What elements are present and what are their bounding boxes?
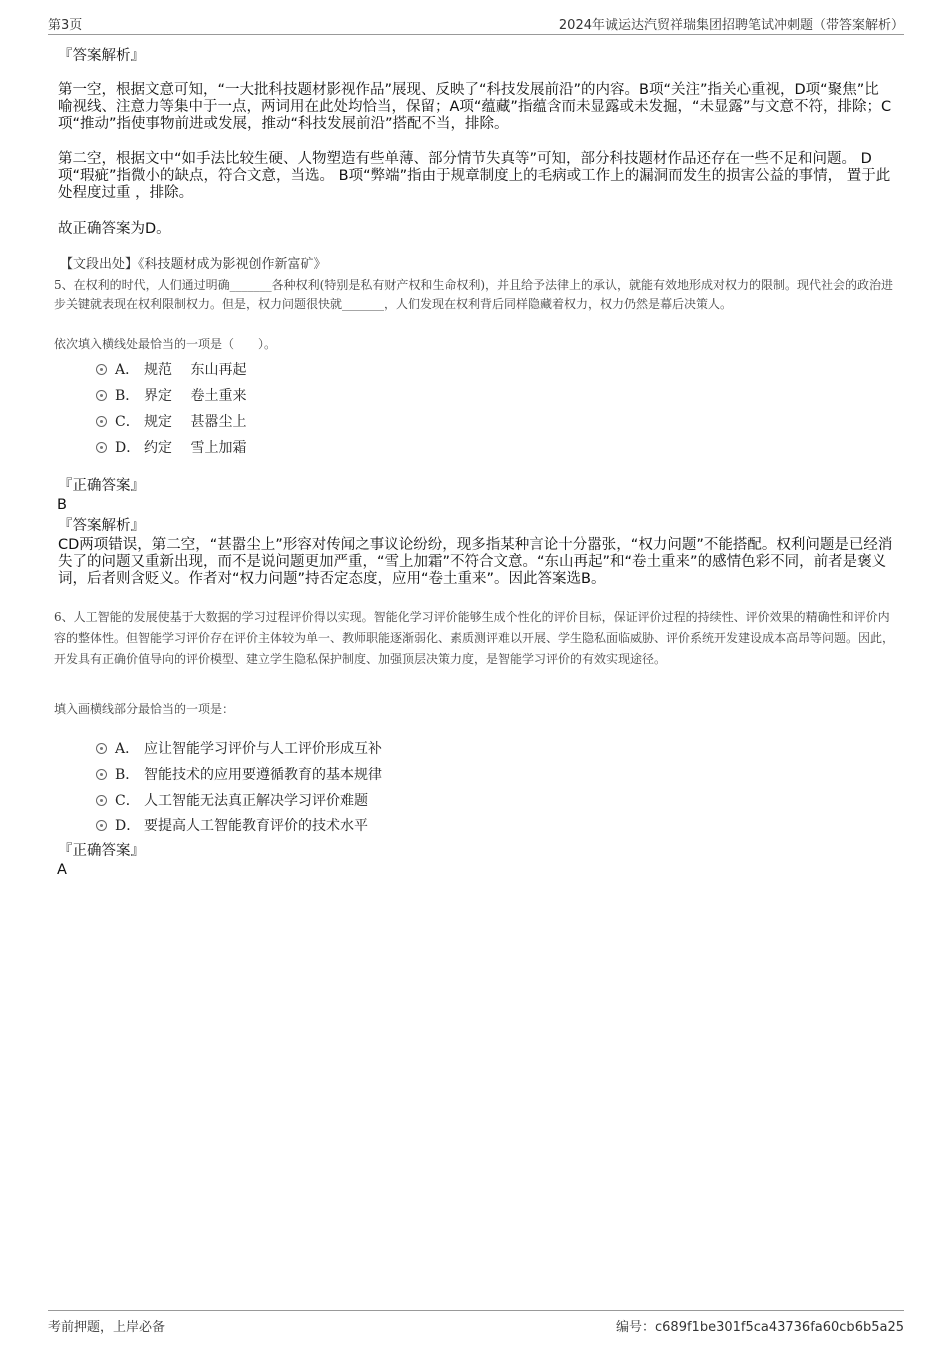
radio-button-icon[interactable] (96, 820, 107, 831)
footer-slogan: 考前押题，上岸必备 (48, 1320, 166, 1335)
option-letter: A． (115, 362, 140, 378)
option-text: 智能技术的应用要遵循教育的基本规律 (144, 767, 382, 783)
document-title: 2024年诚运达汽贸祥瑞集团招聘笔试冲刺题（带答案解析） (558, 18, 904, 33)
analysis-paragraph-2: 第二空，根据文中“如手法比较生硬、人物塑造有些单薄、部分情节失真等”可知，部分科技题材作品还存在一些不足和问题。 D项“瑕疵”指微小的缺点，符合文意，当选。 B项“弊端”指由于规章制度上的毛病或工作上的漏洞而发生的损害公益的事情， 置于此处程度过重 ，排除。 (58, 151, 891, 201)
option-letter: A． (115, 741, 140, 757)
option-text: 要提高人工智能教育评价的技术水平 (144, 818, 368, 834)
radio-button-icon[interactable] (96, 743, 107, 754)
option-letter: B． (115, 388, 140, 404)
page-number: 第3页 (48, 18, 83, 33)
correct-answer-heading: 『正确答案』 (58, 478, 145, 494)
option-text: 约定 雪上加霜 (144, 440, 247, 456)
option-text: 界定 卷土重来 (144, 388, 247, 404)
page-header (48, 12, 904, 35)
page-footer (48, 1310, 904, 1339)
option-letter: C． (115, 414, 140, 430)
answer-analysis-heading: 『答案解析』 (58, 518, 145, 534)
option-text: 人工智能无法真正解决学习评价难题 (144, 793, 368, 809)
answer-analysis-heading: 『答案解析』 (58, 48, 145, 64)
correct-answer-heading: 『正确答案』 (58, 843, 145, 859)
option-letter: D． (115, 440, 141, 456)
correct-answer-value: A (57, 862, 67, 878)
radio-button-icon[interactable] (96, 442, 107, 453)
radio-button-icon[interactable] (96, 364, 107, 375)
analysis-paragraph-1: 第一空，根据文意可知，“一大批科技题材影视作品”展现、反映了“科技发展前沿”的内容。B项“关注”指关心重视，D项“聚焦”比喻视线、注意力等集中于一点，两词用在此处均恰当，保留；A项“蕴藏”指蕴含而未显露或未发掘，“未显露”与文意不符，排除；C项“推动”指使事物前进或发展，推动“科技发展前沿”搭配不当，排除。 (58, 82, 892, 132)
radio-button-icon[interactable] (96, 390, 107, 401)
option-letter: B． (115, 767, 140, 783)
option-letter: C． (115, 793, 140, 809)
correct-answer-value: B (57, 497, 67, 513)
option-text: 规范 东山再起 (144, 362, 247, 378)
question-5-text: 5、在权利的时代，人们通过明确_______各种权利(特别是私有财产权和生命权利)，并且给予法律上的承认，就能有效地形成对权力的限制。现代社会的政治进步关键就表现在权利限制权力。但是，权力问题很快就_______，人们发现在权利背后同样隐藏着权力，权力仍然是幕后决策人。 (54, 278, 894, 311)
option-letter: D． (115, 818, 141, 834)
option-text: 规定 甚嚣尘上 (144, 414, 247, 430)
question-6-prompt: 填入画横线部分最恰当的一项是： (54, 702, 235, 716)
document-code: 编号：c689f1be301f5ca43736fa60cb6b5a25 (616, 1320, 904, 1335)
passage-source: 【文段出处】《科技题材成为影视创作新富矿》 (60, 257, 327, 272)
answer-analysis-text: CD两项错误，第二空，“甚嚣尘上”形容对传闻之事议论纷纷，现多指某种言论十分嚣张，“权力问题”不能搭配。权利问题是已经消失了的问题又重新出现，而不是说问题更加严重，“雪上加霜”不符合文意。“东山再起”和“卷土重来”的感情色彩不同，前者是褒义词，后者则含贬义。作者对“权力问题”持否定态度，应用“卷土重来”。因此答案选B。 (58, 537, 893, 587)
radio-button-icon[interactable] (96, 416, 107, 427)
question-6-text: 6、人工智能的发展使基于大数据的学习过程评价得以实现。智能化学习评价能够生成个性化的评价目标，保证评价过程的持续性、评价效果的精确性和评价内容的整体性。但智能学习评价存在评价主体较为单一、教师职能逐渐弱化、素质测评难以开展、学生隐私面临威胁、评价系统开发建设成本高昂等问题。因此，开发具有正确价值导向的评价模型、建立学生隐私保护制度、加强顶层决策力度，是智能学习评价的有效实现途径。 (54, 610, 895, 666)
question-5-prompt: 依次填入横线处最恰当的一项是（ ）。 (54, 337, 277, 351)
option-text: 应让智能学习评价与人工评价形成互补 (144, 741, 382, 757)
radio-button-icon[interactable] (96, 795, 107, 806)
radio-button-icon[interactable] (96, 769, 107, 780)
analysis-conclusion: 故正确答案为D。 (58, 221, 171, 237)
